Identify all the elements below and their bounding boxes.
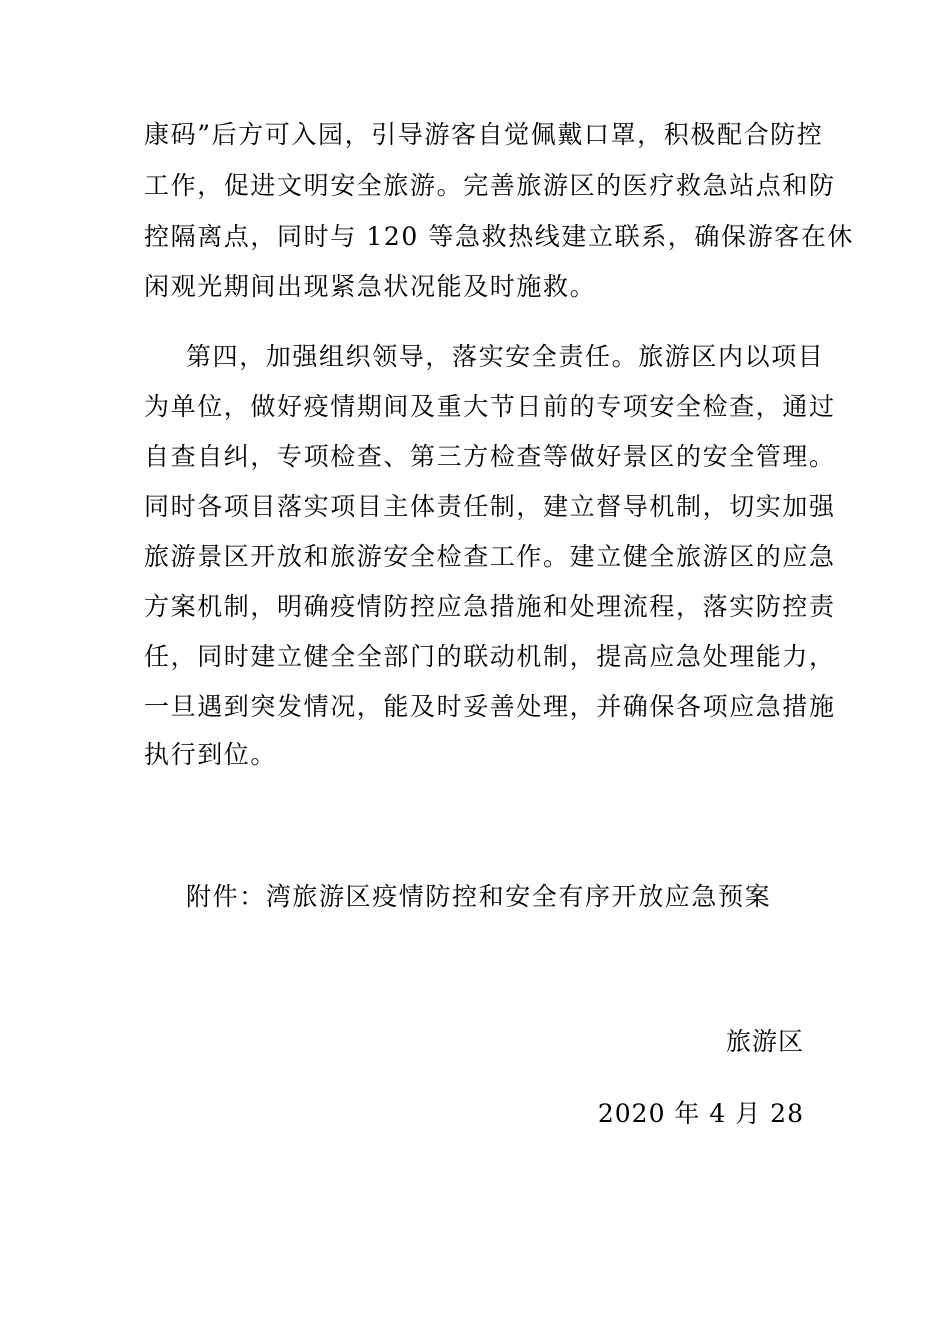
signature-org: 旅游区 xyxy=(725,1027,804,1056)
text-line: 方案机制，明确疫情防控应急措施和处理流程，落实防控责 xyxy=(144,592,836,621)
text-line: 康码”后方可入园，引导游客自觉佩戴口罩，积极配合防控 xyxy=(144,120,824,149)
text-line: 第四，加强组织领导，落实安全责任。旅游区内以项目 xyxy=(186,342,825,371)
text-line: 为单位，做好疫情期间及重大节日前的专项安全检查，通过 xyxy=(144,392,836,421)
text-line: 任，同时建立健全全部门的联动机制，提高应急处理能力， xyxy=(144,642,836,671)
text-line: 控隔离点，同时与 120 等急救热线建立联系，确保游客在休 xyxy=(144,222,855,251)
text-line: 一旦遇到突发情况，能及时妥善处理，并确保各项应急措施 xyxy=(144,692,836,721)
text-line: 执行到位。 xyxy=(144,740,278,769)
text-line: 工作，促进文明安全旅游。完善旅游区的医疗救急站点和防 xyxy=(144,171,836,200)
text-line: 自查自纠，专项检查、第三方检查等做好景区的安全管理。 xyxy=(144,442,836,471)
attachment-note: 附件：湾旅游区疫情防控和安全有序开放应急预案 xyxy=(186,882,772,911)
signature-date: 2020 年 4 月 28 xyxy=(597,1099,804,1128)
text-line: 旅游景区开放和旅游安全检查工作。建立健全旅游区的应急 xyxy=(144,542,836,571)
text-line: 闲观光期间出现紧急状况能及时施救。 xyxy=(144,272,597,301)
text-line: 同时各项目落实项目主体责任制，建立督导机制，切实加强 xyxy=(144,492,836,521)
